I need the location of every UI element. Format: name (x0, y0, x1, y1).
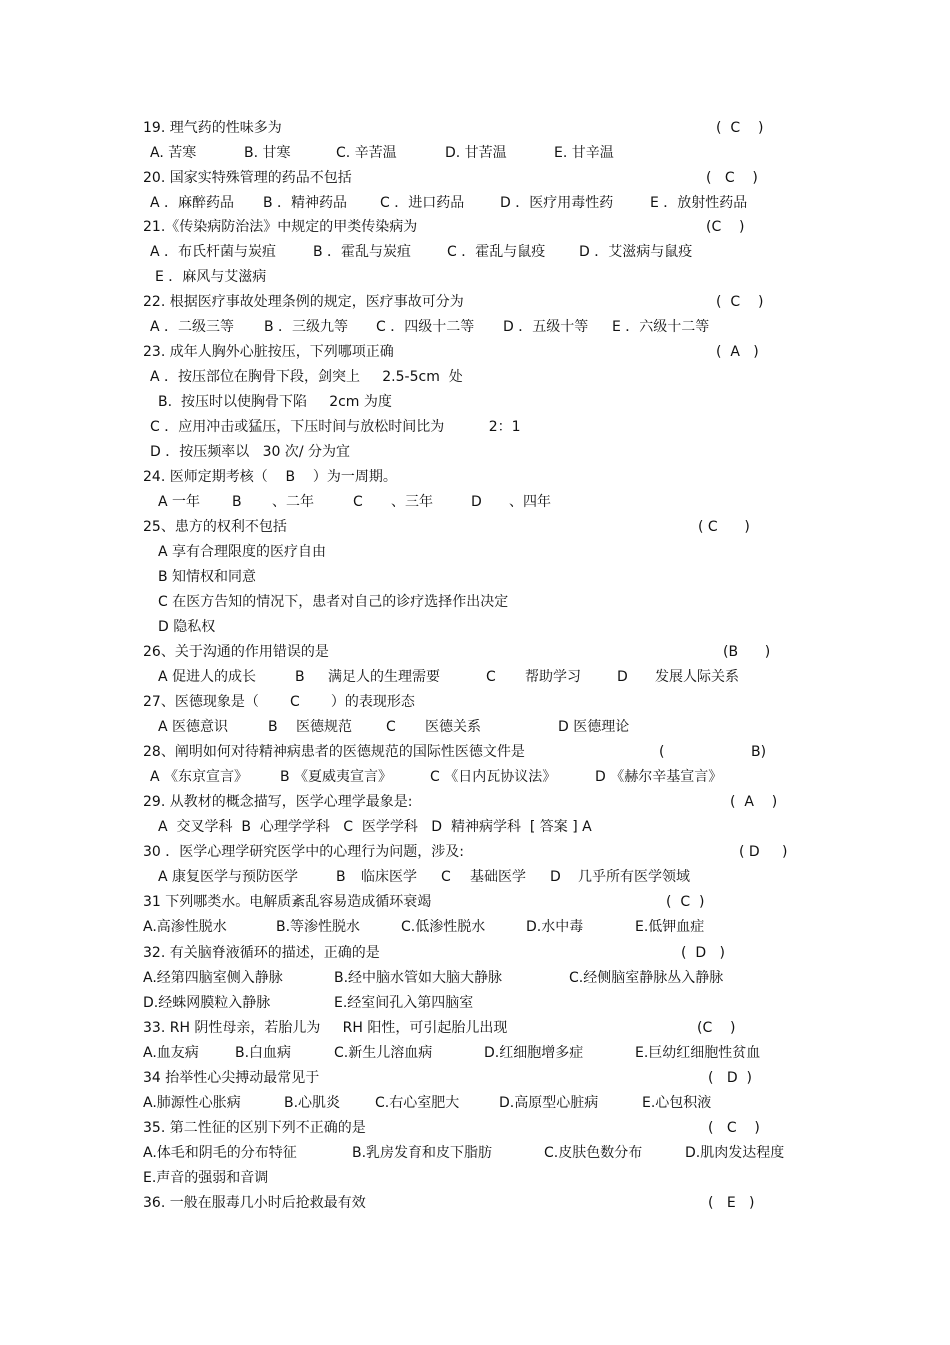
option: B. 甘寒 (244, 145, 291, 161)
q20-stem: 20. 国家实特殊管理的药品不包括 (143, 170, 352, 186)
q32-stem: 32. 有关脑脊液循环的描述，正确的是 (143, 945, 380, 961)
option: 几乎所有医学领域 (578, 869, 690, 885)
q21-option-e: E ．麻风与艾滋病 (155, 269, 267, 285)
option: B.经中脑水管如大脑大静脉 (334, 970, 503, 986)
option: E.巨幼红细胞性贫血 (635, 1045, 761, 1061)
q34-answer: ( D ) (708, 1070, 752, 1086)
option: D.水中毒 (526, 919, 584, 935)
option: C.右心室肥大 (375, 1095, 460, 1111)
q19-answer: ( C ) (716, 120, 764, 136)
q34-options (143, 1092, 763, 1114)
q31-answer: ( C ) (666, 894, 705, 910)
option: D.经蛛网膜粒入静脉 (143, 995, 271, 1011)
option: A.肺源性心胀病 (143, 1095, 241, 1111)
option: C. 辛苦温 (336, 145, 397, 161)
q27-stem: 27、医德现象是（ C ）的表现形态 (143, 694, 415, 710)
option: D (617, 669, 628, 685)
option: A.经第四脑室侧入静脉 (143, 970, 283, 986)
q32-options-2 (143, 992, 543, 1014)
q29-answer: ( A ) (730, 794, 778, 810)
q33-answer: (C ) (697, 1020, 736, 1036)
q22-answer: ( C ) (716, 294, 764, 310)
q35-stem: 35. 第二性征的区别下列不正确的是 (143, 1120, 366, 1136)
option: B (268, 719, 278, 735)
q26-answer: (B ) (723, 644, 771, 660)
q24-options (158, 491, 578, 513)
q35-options (143, 1142, 803, 1164)
q32-answer: ( D ) (681, 945, 725, 961)
option: C (353, 494, 363, 510)
option: 满足人的生理需要 (328, 669, 440, 685)
option: D (550, 869, 561, 885)
option: E ．六级十二等 (612, 319, 710, 335)
option: 医德关系 (425, 719, 481, 735)
option: C ．霍乱与鼠疫 (447, 244, 546, 260)
q28-stem: 28、阐明如何对待精神病患者的医德规范的国际性医德文件是 (143, 744, 525, 760)
option: A ．布氏杆菌与炭疽 (150, 244, 277, 260)
q29-options: A 交叉学科 B 心理学学科 C 医学学科 D 精神病学科 [ 答案 ] A (158, 819, 592, 835)
option: D 《赫尔辛基宣言》 (595, 769, 723, 785)
option: B.乳房发育和皮下脂肪 (352, 1145, 493, 1161)
option: B 《夏威夷宣言》 (280, 769, 393, 785)
option: 临床医学 (361, 869, 417, 885)
option: C ．进口药品 (380, 195, 465, 211)
q28-answer-open: ( (659, 744, 665, 760)
q23-option-c: C ．应用冲击或猛压，下压时间与放松时间比为 2：1 (150, 419, 521, 435)
option: 、二年 (272, 494, 314, 510)
q34-stem: 34 抬举性心尖搏动最常见于 (143, 1070, 320, 1086)
q32-options (143, 967, 763, 989)
q31-options (143, 916, 763, 938)
option: E.经室间孔入第四脑室 (334, 995, 474, 1011)
q35-answer: ( C ) (708, 1120, 760, 1136)
q25-stem: 25、患方的权利不包括 (143, 519, 287, 535)
q19-options (150, 142, 670, 164)
option: A 医德意识 (158, 719, 229, 735)
q25-option-b: B 知情权和同意 (158, 569, 257, 585)
q25-answer: ( C ) (698, 519, 750, 535)
q23-option-b: B. 按压时以使胸骨下陷 2cm 为度 (158, 394, 392, 410)
q21-options (150, 241, 710, 263)
option: A. 苦寒 (150, 145, 197, 161)
q30-answer: ( D ) (739, 844, 788, 860)
option: A.体毛和阴毛的分布特征 (143, 1145, 297, 1161)
option: C 《日内瓦协议法》 (430, 769, 557, 785)
q33-options (143, 1042, 803, 1064)
option: C (441, 869, 451, 885)
option: B.白血病 (235, 1045, 292, 1061)
option: 帮助学习 (525, 669, 581, 685)
q23-option-a: A ．按压部位在胸骨下段，剑突上 2.5-5cm 处 (150, 369, 463, 385)
option: A 一年 (158, 494, 201, 510)
option: E.低钾血症 (635, 919, 705, 935)
option: C.新生儿溶血病 (334, 1045, 433, 1061)
option: A.血友病 (143, 1045, 199, 1061)
q26-stem: 26、关于沟通的作用错误的是 (143, 644, 329, 660)
option: B ．三级九等 (264, 319, 349, 335)
q21-answer: (C ) (706, 219, 745, 235)
option: C.经侧脑室静脉丛入静脉 (569, 970, 724, 986)
q23-stem: 23. 成年人胸外心脏按压，下列哪项正确 (143, 344, 394, 360)
option: E ．放射性药品 (650, 195, 748, 211)
option: 基础医学 (470, 869, 526, 885)
q22-stem: 22. 根据医疗事故处理条例的规定，医疗事故可分为 (143, 294, 464, 310)
option: B.等渗性脱水 (276, 919, 361, 935)
q36-stem: 36. 一般在服毒几小时后抢救最有效 (143, 1195, 366, 1211)
option: C.皮肤色数分布 (544, 1145, 643, 1161)
q24-stem: 24. 医师定期考核（ B ）为一周期。 (143, 469, 397, 485)
q26-options (158, 666, 758, 688)
q28-options (150, 766, 750, 788)
option: C ．四级十二等 (376, 319, 475, 335)
option: A 促进人的成长 (158, 669, 257, 685)
option: D ．艾滋病与鼠疫 (579, 244, 693, 260)
option: B.心肌炎 (284, 1095, 341, 1111)
option: D.红细胞增多症 (484, 1045, 584, 1061)
q33-stem: 33. RH 阴性母亲，若胎儿为 RH 阳性，可引起胎儿出现 (143, 1020, 508, 1036)
option: C.低渗性脱水 (401, 919, 486, 935)
q27-options (158, 716, 658, 738)
option: D. 甘苦温 (445, 145, 507, 161)
option: A ．二级三等 (150, 319, 235, 335)
q23-answer: ( A ) (716, 344, 759, 360)
q31-stem: 31 下列哪类水。电解质紊乱容易造成循环衰竭 (143, 894, 432, 910)
q25-option-a: A 享有合理限度的医疗自由 (158, 544, 327, 560)
q21-stem: 21.《传染病防治法》中规定的甲类传染病为 (143, 219, 418, 235)
q20-answer: ( C ) (706, 170, 758, 186)
option: 、四年 (509, 494, 551, 510)
option: A ．麻醉药品 (150, 195, 235, 211)
option: B (295, 669, 305, 685)
q29-stem: 29. 从教材的概念描写，医学心理学最象是: (143, 794, 413, 810)
q19-stem: 19. 理气药的性味多为 (143, 120, 282, 136)
option: C (486, 669, 496, 685)
option: D.肌肉发达程度 (685, 1145, 785, 1161)
q20-options (150, 192, 770, 214)
q22-options (150, 316, 730, 338)
option: 、三年 (391, 494, 433, 510)
option: A 《东京宣言》 (150, 769, 249, 785)
option: D (471, 494, 482, 510)
option: C (386, 719, 396, 735)
option: D 医德理论 (558, 719, 630, 735)
q35-option-e: E.声音的强弱和音调 (143, 1170, 269, 1186)
option: A 康复医学与预防医学 (158, 869, 299, 885)
option: E. 甘辛温 (554, 145, 614, 161)
q36-answer: ( E ) (708, 1195, 755, 1211)
q30-options (158, 866, 718, 888)
option: B (336, 869, 346, 885)
q25-option-c: C 在医方告知的情况下，患者对自己的诊疗选择作出决定 (158, 594, 509, 610)
option: D ．五级十等 (503, 319, 589, 335)
option: D.高原型心脏病 (499, 1095, 599, 1111)
option: A.高渗性脱水 (143, 919, 227, 935)
option: B (232, 494, 242, 510)
option: B ．精神药品 (263, 195, 348, 211)
q23-option-d: D ．按压频率以 30 次/ 分为宜 (150, 444, 351, 460)
option: 发展人际关系 (655, 669, 739, 685)
option: 医德规范 (296, 719, 352, 735)
q28-answer-close: B) (751, 744, 767, 760)
option: E.心包积液 (642, 1095, 712, 1111)
q30-stem: 30 ．医学心理学研究医学中的心理行为问题，涉及: (143, 844, 464, 860)
option: B ．霍乱与炭疽 (313, 244, 412, 260)
option: D ．医疗用毒性药 (500, 195, 614, 211)
q25-option-d: D 隐私权 (158, 619, 216, 635)
